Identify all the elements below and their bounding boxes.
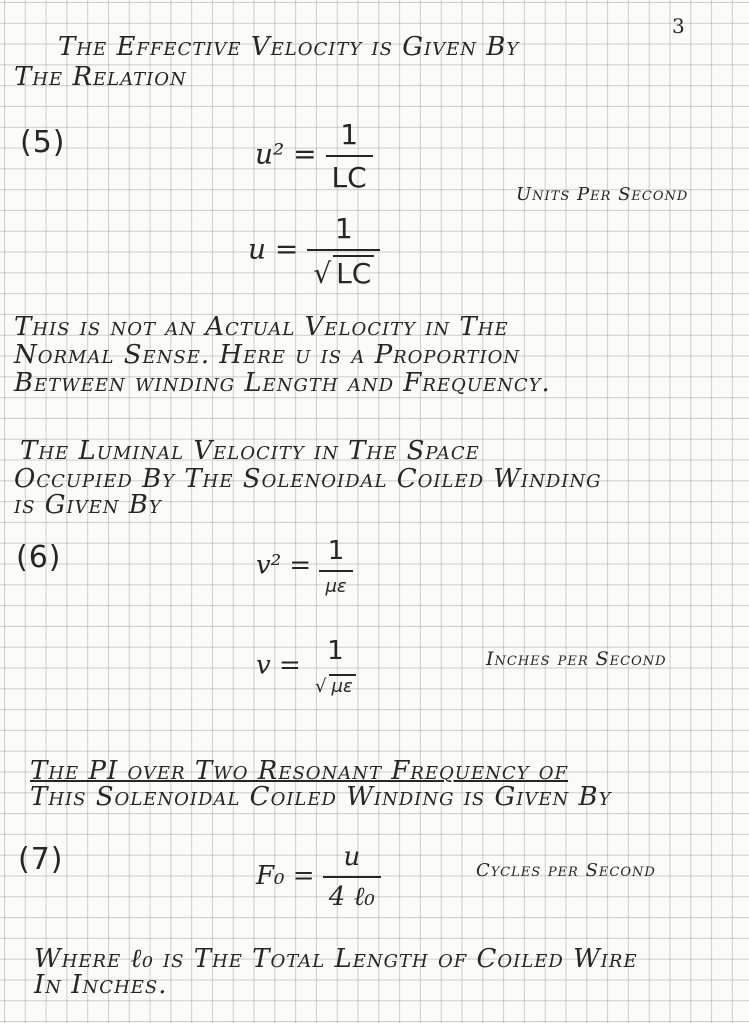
- intro-line-1: The Effective Velocity is Given By: [58, 32, 520, 62]
- equation-6a-numerator: 1: [327, 536, 345, 566]
- equation-5b-radicand: LC: [333, 255, 374, 290]
- equation-5b-lhs: u =: [248, 232, 299, 266]
- cycles-per-second: Cycles per Second: [476, 860, 656, 881]
- equation-label-6: (6): [16, 540, 62, 575]
- para3-line-2: This Solenoidal Coiled Winding is Given By: [30, 782, 612, 812]
- equation-7-fraction: [323, 842, 381, 912]
- inches-per-second: Inches per Second: [486, 648, 667, 670]
- equation-7-numerator: u: [343, 842, 361, 872]
- para1-line-1: This is not an Actual Velocity in The: [14, 312, 509, 342]
- para2-line-1: The Luminal Velocity in The Space: [20, 436, 480, 466]
- footer-line-2: In Inches.: [34, 970, 168, 1000]
- equation-6b-fraction: [309, 636, 362, 697]
- equation-5a: [255, 118, 373, 194]
- equation-5b-fraction: [307, 212, 380, 290]
- equation-7-denominator: 4 ℓ₀: [323, 876, 381, 912]
- equation-6a-fraction: [319, 536, 352, 597]
- para2-line-2: Occupied By The Solenoidal Coiled Winding: [14, 464, 602, 494]
- equation-5a-fraction: [326, 118, 373, 194]
- equation-5a-denominator: LC: [326, 155, 373, 194]
- para3-line-1: The PI over Two Resonant Frequency of: [30, 756, 569, 786]
- units-per-second: Units Per Second: [516, 184, 689, 205]
- equation-label-5: (5): [20, 125, 66, 160]
- footer-line-1: Where ℓ₀ is The Total Length of Coiled Wire: [34, 944, 638, 974]
- equation-5b: [248, 212, 380, 290]
- equation-5a-numerator: 1: [340, 118, 359, 151]
- equation-7-lhs: F₀ =: [256, 861, 315, 891]
- sqrt-icon: √: [315, 676, 327, 697]
- equation-5b-numerator: 1: [334, 212, 353, 245]
- equation-6b-denominator: [309, 670, 362, 697]
- para1-line-2: Normal Sense. Here u is a Proportion: [14, 340, 521, 370]
- para1-line-3: Between winding Length and Frequency.: [14, 368, 551, 398]
- para2-line-3: is Given By: [14, 490, 162, 520]
- equation-6a: [256, 536, 353, 597]
- equation-label-7: (7): [18, 842, 64, 877]
- equation-6a-denominator: με: [319, 570, 352, 597]
- sqrt-icon: √: [313, 257, 332, 290]
- page-number: 3: [672, 14, 686, 38]
- equation-6b-numerator: 1: [327, 636, 344, 666]
- equation-6a-lhs: v² =: [256, 550, 312, 581]
- equation-7: [256, 842, 381, 912]
- equation-6b-lhs: v =: [256, 650, 301, 681]
- intro-line-2: The Relation: [14, 62, 187, 92]
- equation-5a-lhs: u² =: [255, 137, 317, 171]
- equation-6b: [256, 636, 362, 697]
- equation-5b-denominator: [307, 249, 380, 290]
- equation-6b-radicand: με: [329, 674, 356, 697]
